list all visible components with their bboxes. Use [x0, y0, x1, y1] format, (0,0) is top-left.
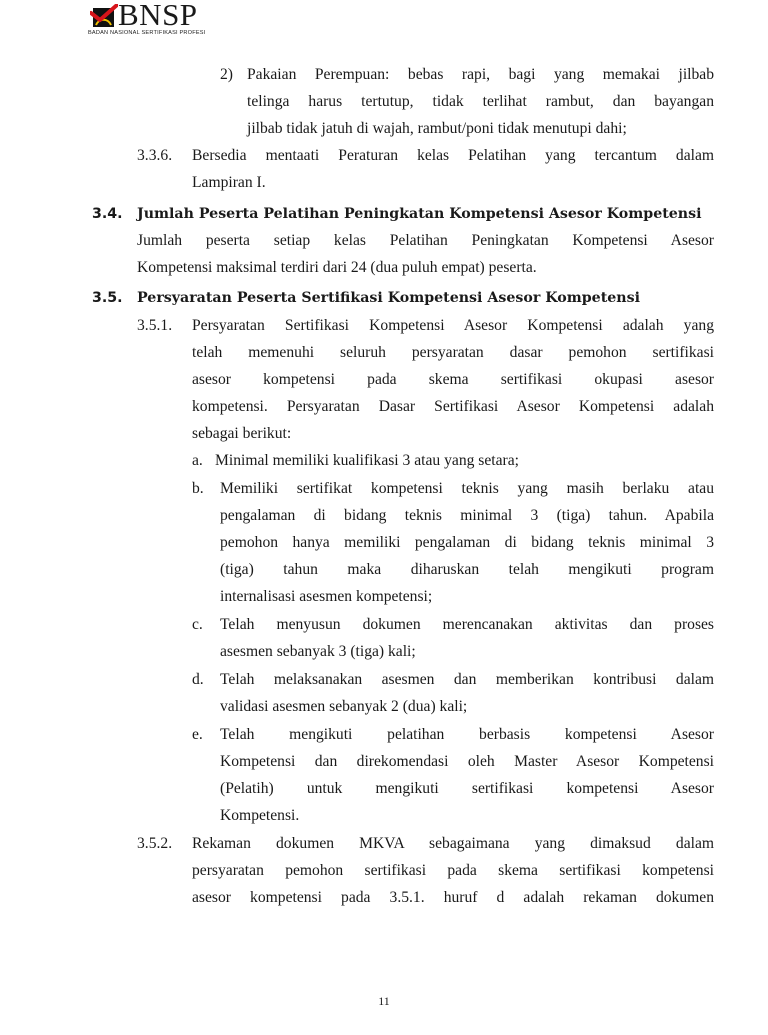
paragraph-line: sebagai berikut: — [192, 425, 292, 442]
page-number: 11 — [378, 994, 390, 1008]
paragraph-line: persyaratan pemohon sertifikasi pada skema sertifikasi kompetensi — [192, 862, 714, 879]
paragraph-line: validasi asesmen sebanyak 2 (dua) kali; — [220, 698, 468, 715]
list-marker: 3.5.2. — [137, 835, 173, 852]
paragraph-line: Kompetensi maksimal terdiri dari 24 (dua puluh empat) peserta. — [137, 259, 537, 276]
paragraph-line: Telah menyusun dokumen merencanakan aktivitas dan proses — [220, 616, 714, 633]
list-marker: d. — [192, 671, 204, 688]
list-marker: 3.5.1. — [137, 317, 173, 334]
bnsp-logo — [88, 2, 213, 38]
paragraph-line: Minimal memiliki kualifikasi 3 atau yang setara; — [215, 452, 520, 469]
list-marker: e. — [192, 726, 203, 743]
paragraph-line: pengalaman di bidang teknis minimal 3 (tiga) tahun. Apabila — [220, 507, 714, 524]
logo-text: BNSP — [118, 0, 198, 32]
paragraph-line: Persyaratan Sertifikasi Kompetensi Asesor Kompetensi adalah yang — [192, 317, 714, 334]
paragraph-line: asesmen sebanyak 3 (tiga) kali; — [220, 643, 416, 660]
paragraph-line: (tiga) tahun maka diharuskan telah mengikuti program — [220, 561, 714, 578]
paragraph-line: Kompetensi dan direkomendasi oleh Master Asesor Kompetensi — [220, 753, 714, 770]
list-marker: 3.3.6. — [137, 147, 173, 164]
paragraph-line: pemohon hanya memiliki pengalaman di bidang teknis minimal 3 — [220, 534, 714, 551]
paragraph-line: asesor kompetensi pada skema sertifikasi okupasi asesor — [192, 371, 714, 388]
paragraph-line: (Pelatih) untuk mengikuti sertifikasi kompetensi Asesor — [220, 780, 714, 797]
paragraph-line: Lampiran I. — [192, 174, 266, 191]
paragraph-line: Jumlah peserta setiap kelas Pelatihan Peningkatan Kompetensi Asesor — [137, 232, 714, 249]
list-marker: 2) — [220, 66, 233, 83]
paragraph-line: Bersedia mentaati Peraturan kelas Pelatihan yang tercantum dalam — [192, 147, 714, 164]
paragraph-line: kompetensi. Persyaratan Dasar Sertifikasi Asesor Kompetensi adalah — [192, 398, 714, 415]
paragraph-line: asesor kompetensi pada 3.5.1. huruf d adalah rekaman dokumen — [192, 889, 714, 906]
section-number: 3.4. — [92, 206, 123, 222]
paragraph-line: Kompetensi. — [220, 807, 300, 824]
section-heading: Persyaratan Peserta Sertifikasi Kompetensi Asesor Kompetensi — [137, 290, 640, 306]
section-number: 3.5. — [92, 290, 123, 306]
bnsp-emblem-icon — [90, 4, 118, 30]
list-marker: a. — [192, 452, 203, 469]
logo-subtitle: BADAN NASIONAL SERTIFIKASI PROFESI — [88, 30, 206, 36]
paragraph-line: Telah melaksanakan asesmen dan memberikan kontribusi dalam — [220, 671, 714, 688]
paragraph-line: Rekaman dokumen MKVA sebagaimana yang dimaksud dalam — [192, 835, 714, 852]
list-marker: c. — [192, 616, 203, 633]
paragraph-line: telah memenuhi seluruh persyaratan dasar pemohon sertifikasi — [192, 344, 714, 361]
section-heading: Jumlah Peserta Pelatihan Peningkatan Kompetensi Asesor Kompetensi — [137, 206, 702, 222]
paragraph-line: Pakaian Perempuan: bebas rapi, bagi yang memakai jilbab — [247, 66, 714, 83]
paragraph-line: jilbab tidak jatuh di wajah, rambut/poni tidak menutupi dahi; — [247, 120, 627, 137]
paragraph-line: Telah mengikuti pelatihan berbasis kompetensi Asesor — [220, 726, 714, 743]
list-marker: b. — [192, 480, 204, 497]
paragraph-line: Memiliki sertifikat kompetensi teknis yang masih berlaku atau — [220, 480, 714, 497]
paragraph-line: internalisasi asesmen kompetensi; — [220, 588, 433, 605]
paragraph-line: telinga harus tertutup, tidak terlihat rambut, dan bayangan — [247, 93, 714, 110]
